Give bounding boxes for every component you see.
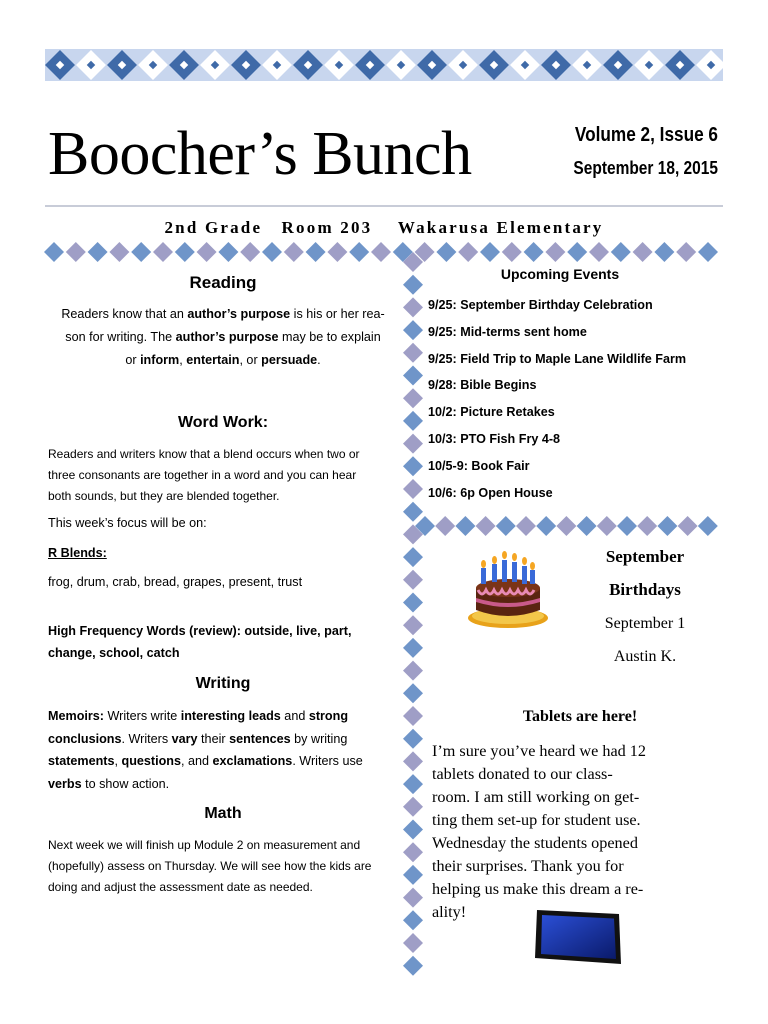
upcoming-events-list (428, 292, 728, 506)
r-blends-label: R Blends: (48, 546, 107, 560)
word-work-focus: This week’s focus will be on: (48, 516, 207, 530)
tablet-icon (533, 906, 625, 968)
issue-date: September 18, 2015 (573, 158, 718, 178)
reading-heading: Reading (189, 273, 257, 292)
event-item: 10/5-9: Book Fair (428, 458, 530, 473)
math-heading: Math (204, 805, 242, 822)
volume-issue: Volume 2, Issue 6 (574, 124, 718, 146)
event-item: 9/25: Field Trip to Maple Lane Wildlife Farm (428, 351, 687, 366)
event-item: 9/28: Bible Begins (428, 378, 537, 393)
event-item: 10/3: PTO Fish Fry 4-8 (428, 431, 561, 446)
birthday-cake-icon (466, 548, 550, 630)
subtitle-line: 2nd Grade Room 203 Wakarusa Elementary (164, 218, 604, 237)
event-item: 10/6: 6p Open House (428, 485, 553, 500)
r-blends-words: frog, drum, crab, bread, grapes, present, trust (48, 575, 303, 589)
event-item: 9/25: September Birthday Celebration (428, 298, 653, 312)
writing-body: Memoirs: Writers write interesting leads and strong conclusions. Writers vary their sentences by writing statements, questions, and exclamations. Writers use verbs to show action. (48, 709, 363, 791)
word-work-heading: Word Work: (177, 414, 269, 431)
birthdays-heading: September Birthdays (605, 547, 685, 599)
event-item: 9/25: Mid-terms sent home (428, 324, 587, 339)
word-work-body: Readers and writers know that a blend occurs when two or three consonants are together in a word and you can hear both sounds, but they are blended together. (48, 447, 360, 503)
reading-body: Readers know that an author’s purpose is his or her rea- son for writing. The author’s purpose may be to explain or inform, entertain, or persuade. (61, 307, 385, 367)
math-body: Next week we will finish up Module 2 on measurement and (hopefully) assess on Thursday. We will see how the kids are doing and adjust the assessment date as needed. (48, 838, 372, 894)
tablets-body: I’m sure you’ve heard we had 12 tablets donated to our class- room. I am still working on get- ting them set-up for student use. Wednesday the students opened their surprises. Thank you for helping us make this dream a re- ality! (432, 742, 646, 921)
tablets-heading: Tablets are here! (522, 708, 638, 725)
newsletter-title: Boocher’s Bunch (48, 120, 472, 188)
birthday-entry: September 1 Austin K. (604, 615, 686, 665)
event-item: 10/2: Picture Retakes (428, 405, 555, 420)
upcoming-events-heading: Upcoming Events (500, 266, 620, 282)
writing-heading: Writing (195, 675, 251, 692)
high-frequency-words: High Frequency Words (review): outside, live, part, change, school, catch (48, 624, 352, 660)
